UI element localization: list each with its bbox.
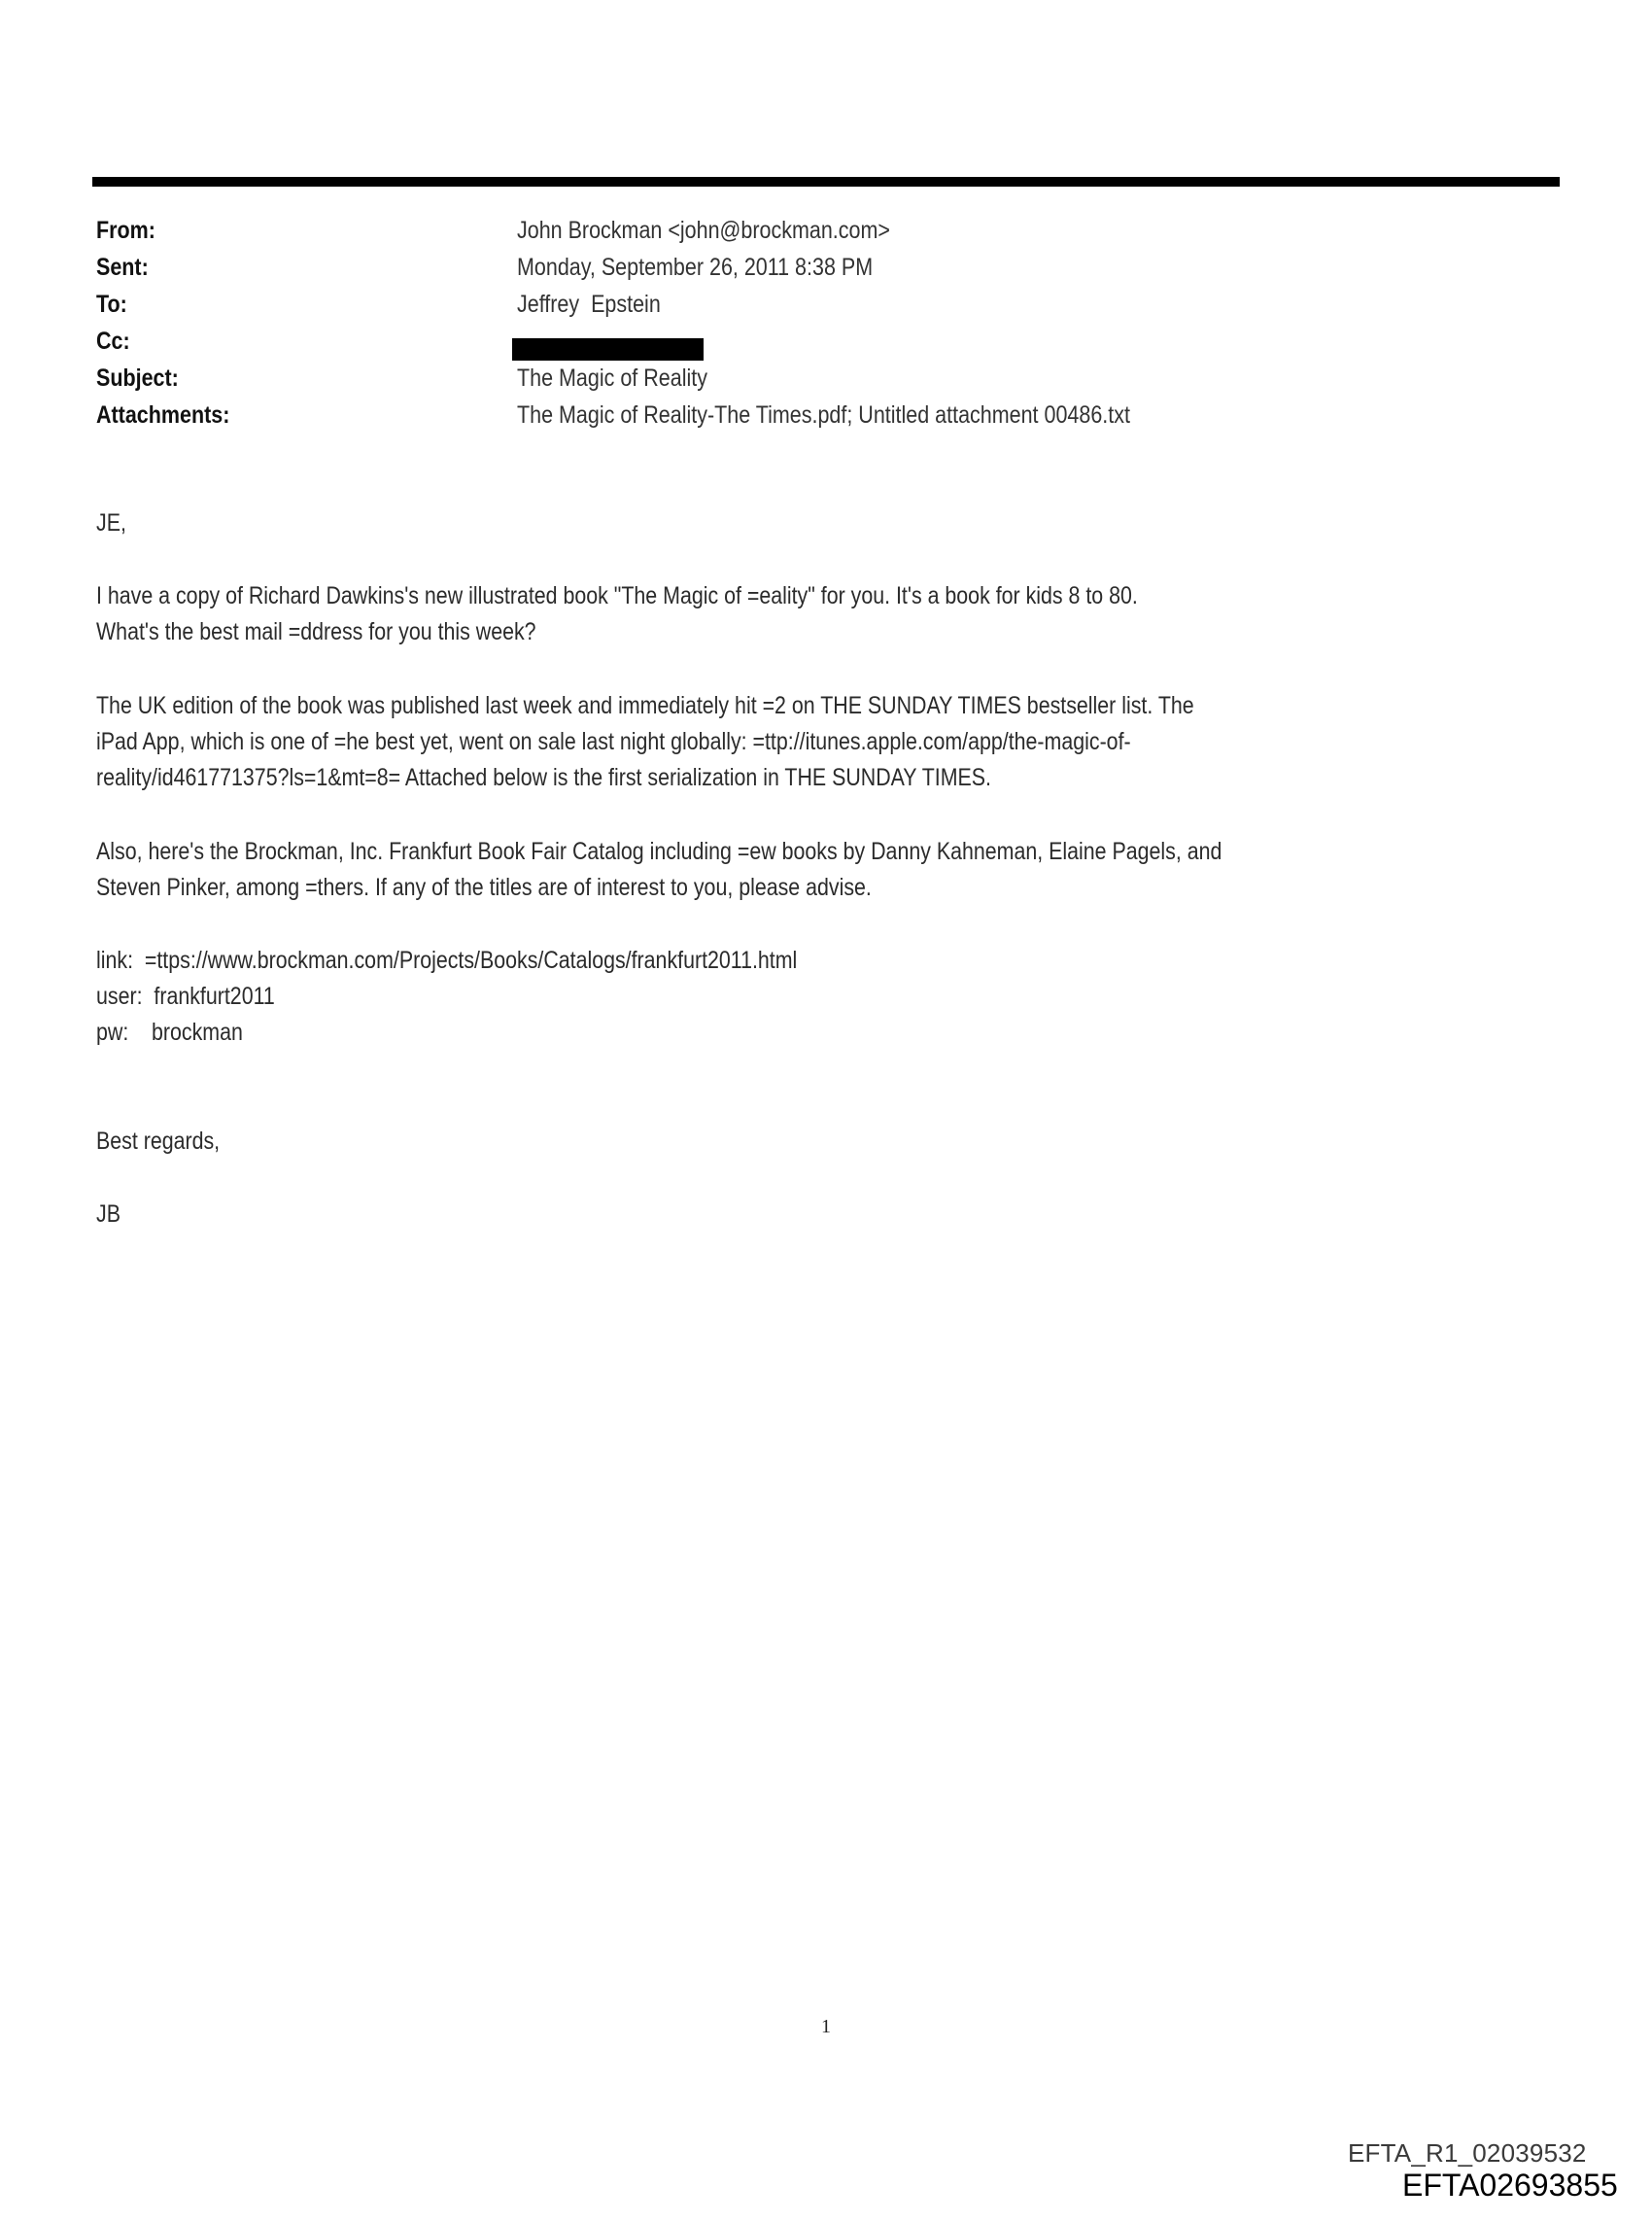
- page-number: 1: [821, 2016, 831, 2037]
- bates-stamp-main: EFTA02693855: [1402, 2168, 1618, 2203]
- subject-value: The Magic of Reality: [517, 365, 707, 392]
- header-divider-rule: [92, 177, 1560, 187]
- header-row-from: [0, 217, 1652, 254]
- to-value: Jeffrey Epstein: [517, 291, 661, 318]
- catalog-password-line: pw: brockman: [96, 1019, 243, 1046]
- header-row-subject: [0, 365, 1652, 401]
- sent-label: Sent:: [96, 254, 149, 281]
- header-row-attachments: [0, 401, 1652, 438]
- paragraph1-line2: What's the best mail =ddress for you this week?: [96, 618, 536, 645]
- paragraph1-line1: I have a copy of Richard Dawkins's new illustrated book "The Magic of =eality" for you. It's a book for kids 8 to 80.: [96, 582, 1138, 609]
- catalog-link-line: link: =ttps://www.brockman.com/Projects/Books/Catalogs/frankfurt2011.html: [96, 947, 798, 974]
- to-label: To:: [96, 291, 127, 318]
- header-row-to: [0, 291, 1652, 328]
- subject-label: Subject:: [96, 365, 179, 392]
- bates-stamp-r1: EFTA_R1_02039532: [1348, 2138, 1587, 2168]
- closing: Best regards,: [96, 1128, 221, 1155]
- paragraph2-line1: The UK edition of the book was published last week and immediately hit =2 on THE SUNDAY TIMES bestseller list. The: [96, 692, 1194, 719]
- from-value: John Brockman <john@brockman.com>: [517, 217, 890, 244]
- attachments-value: The Magic of Reality-The Times.pdf; Untitled attachment 00486.txt: [517, 401, 1130, 429]
- header-row-sent: [0, 254, 1652, 291]
- cc-redaction-box: [512, 338, 704, 361]
- greeting: JE,: [96, 509, 126, 537]
- signature: JB: [96, 1200, 120, 1228]
- from-label: From:: [96, 217, 155, 244]
- paragraph3-line1: Also, here's the Brockman, Inc. Frankfurt Book Fair Catalog including =ew books by Danny Kahneman, Elaine Pagels, and: [96, 838, 1222, 865]
- sent-value: Monday, September 26, 2011 8:38 PM: [517, 254, 874, 281]
- catalog-user-line: user: frankfurt2011: [96, 983, 275, 1010]
- paragraph2-line2: iPad App, which is one of =he best yet, went on sale last night globally: =ttp://itunes.apple.com/app/the-magic-of-: [96, 728, 1131, 755]
- paragraph2-line3: reality/id461771375?ls=1&mt=8= Attached below is the first serialization in THE SUNDAY TIMES.: [96, 764, 991, 791]
- header-row-cc: [0, 328, 1652, 365]
- attachments-label: Attachments:: [96, 401, 230, 429]
- cc-label: Cc:: [96, 328, 130, 355]
- paragraph3-line2: Steven Pinker, among =thers. If any of the titles are of interest to you, please advise.: [96, 874, 872, 901]
